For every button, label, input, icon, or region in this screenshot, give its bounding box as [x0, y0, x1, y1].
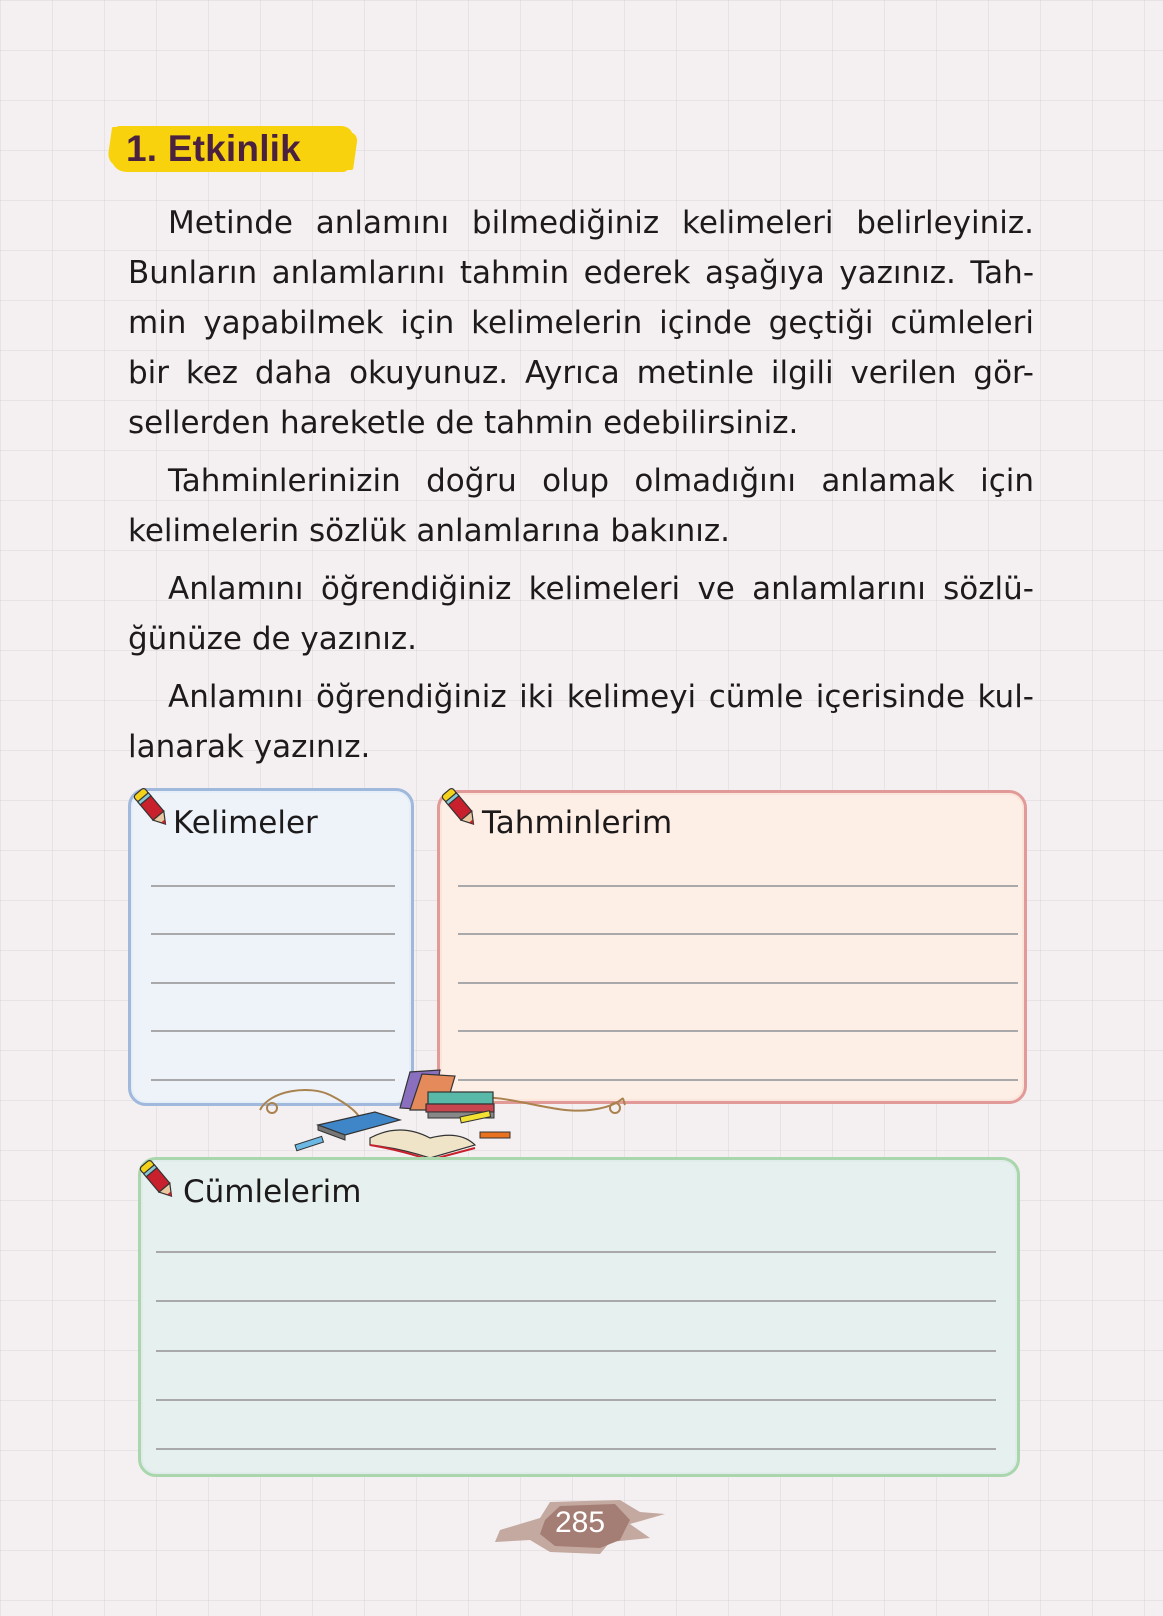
- page-number-badge: [490, 1490, 670, 1560]
- writing-line[interactable]: [151, 885, 395, 887]
- tahminlerim-box: [437, 790, 1027, 1104]
- page-number: 285: [554, 1506, 606, 1539]
- books-and-pencils-icon: [250, 1060, 630, 1170]
- writing-line[interactable]: [458, 982, 1018, 984]
- writing-line[interactable]: [156, 1251, 996, 1253]
- writing-line[interactable]: [151, 982, 395, 984]
- pencil-icon: [138, 1157, 178, 1203]
- text-line: Anlamını öğrendiğiniz iki kelimeyi cümle içerisinde kul-: [168, 679, 1034, 715]
- writing-line[interactable]: [458, 1030, 1018, 1032]
- writing-line[interactable]: [151, 1030, 395, 1032]
- tahminlerim-label: Tahminlerim: [482, 805, 673, 841]
- pencil-icon: [440, 785, 480, 831]
- paragraph-2: [128, 456, 1034, 556]
- text-line: Bunların anlamlarını tahmin ederek aşağıya yazınız. Tah-: [128, 255, 1034, 291]
- writing-line[interactable]: [156, 1399, 996, 1401]
- text-line: lanarak yazınız.: [128, 729, 371, 765]
- writing-line[interactable]: [156, 1300, 996, 1302]
- writing-line[interactable]: [151, 933, 395, 935]
- text-line: kelimelerin sözlük anlamlarına bakınız.: [128, 513, 730, 549]
- writing-line[interactable]: [458, 885, 1018, 887]
- paragraph-3: [128, 564, 1034, 664]
- text-line: Tahminlerinizin doğru olup olmadığını anlamak için: [168, 463, 1034, 499]
- text-line: sellerden hareketle de tahmin edebilirsiniz.: [128, 405, 799, 441]
- kelimeler-label: Kelimeler: [173, 805, 318, 841]
- text-line: Anlamını öğrendiğiniz kelimeleri ve anlamlarını sözlü-: [168, 571, 1034, 607]
- pencil-icon: [132, 785, 172, 831]
- text-line: min yapabilmek için kelimelerin içinde geçtiği cümleleri: [128, 305, 1034, 341]
- kelimeler-box: [128, 788, 414, 1106]
- paragraph-4: [128, 672, 1034, 772]
- paragraph-1: [128, 198, 1034, 448]
- instructions: [128, 198, 1034, 780]
- cumlelerim-box: [138, 1157, 1020, 1477]
- activity-title-text: 1. Etkinlik: [126, 128, 301, 169]
- writing-line[interactable]: [156, 1350, 996, 1352]
- writing-line[interactable]: [458, 933, 1018, 935]
- text-line: bir kez daha okuyunuz. Ayrıca metinle ilgili verilen gör-: [128, 355, 1034, 391]
- text-line: Metinde anlamını bilmediğiniz kelimeleri belirleyiniz.: [168, 205, 1034, 241]
- text-line: ğünüze de yazınız.: [128, 621, 418, 657]
- activity-title: [112, 122, 362, 176]
- cumlelerim-label: Cümlelerim: [183, 1174, 362, 1210]
- writing-line[interactable]: [156, 1448, 996, 1450]
